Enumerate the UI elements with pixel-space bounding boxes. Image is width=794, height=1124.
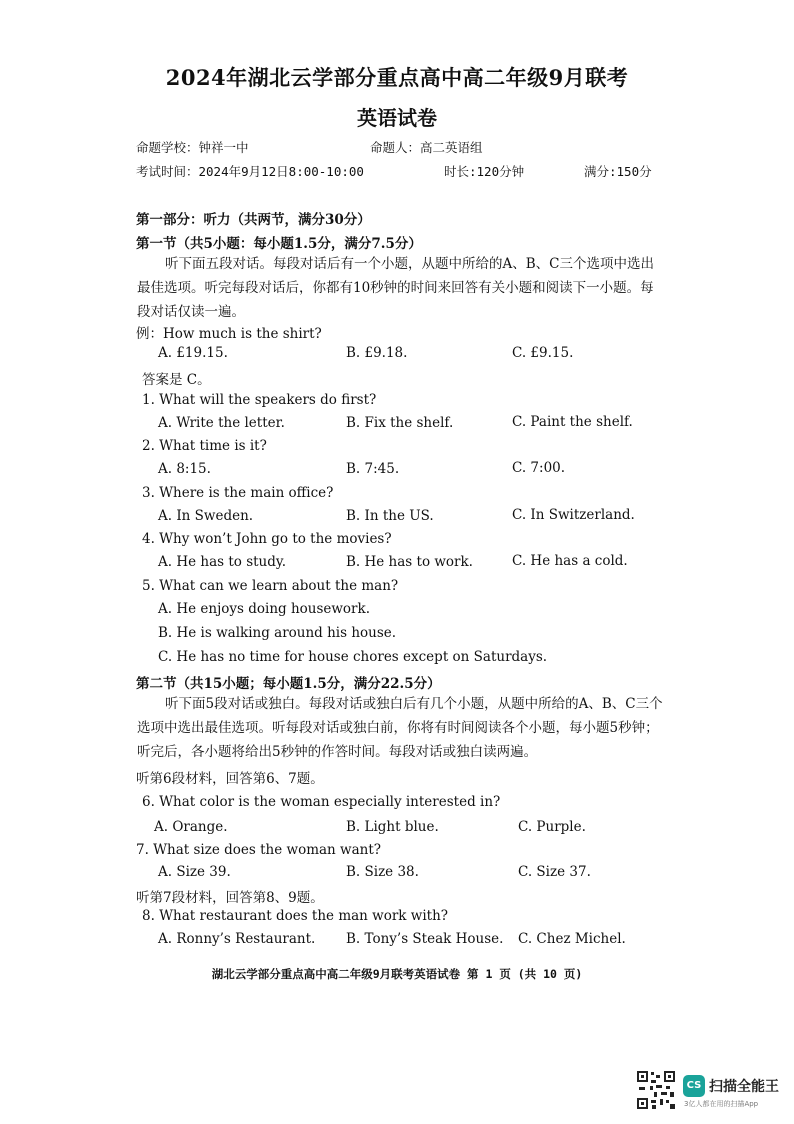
meta-author: 命题人：高二英语组	[370, 140, 483, 155]
scanner-brand-tagline: 3亿人都在用的扫描App	[684, 1100, 759, 1108]
section2-heading: 第二节（共15小题；每小题1.5分，满分22.5分）	[136, 676, 441, 692]
exam-title: 2024年湖北云学部分重点高中高二年级9月联考	[165, 65, 629, 90]
question-1-option-c: C. Paint the shelf.	[512, 414, 633, 430]
meta-time: 考试时间：2024年9月12日8:00-10:00	[136, 164, 364, 179]
question-8-option-a: A. Ronny’s Restaurant.	[158, 931, 316, 947]
question-1-option-b: B. Fix the shelf.	[346, 415, 454, 431]
section1-heading: 第一节（共5小题：每小题1.5分，满分7.5分）	[136, 236, 422, 252]
meta-duration: 时长:120分钟	[444, 164, 525, 179]
question-3-option-a: A. In Sweden.	[158, 508, 254, 524]
question-7-option-a: A. Size 39.	[158, 864, 231, 880]
question-4-option-b: B. He has to work.	[346, 554, 473, 570]
question-5: 5. What can we learn about the man?	[142, 578, 399, 594]
section2-instructions: 听下面5段对话或独白。每段对话或独白后有几个小题，从题中所给的A、B、C三个选项中选出最佳选项。听每段对话或独白前，你将有时间阅读各个小题，每小题5秒钟；听完后，各小题将给出5秒钟的作答时间。每段对话或独白读两遍。	[137, 696, 663, 760]
question-6-option-c: C. Purple.	[518, 819, 586, 835]
question-5-option-c: C. He has no time for house chores except on Saturdays.	[158, 649, 548, 665]
question-1: 1. What will the speakers do first?	[142, 392, 377, 408]
example-question: 例：How much is the shirt?	[136, 326, 322, 342]
question-2-option-b: B. 7:45.	[346, 461, 400, 477]
example-option-b: B. £9.18.	[346, 345, 408, 361]
exam-subtitle: 英语试卷	[357, 106, 437, 130]
question-6: 6. What color is the woman especially interested in?	[142, 794, 501, 810]
page-footer: 湖北云学部分重点高中高二年级9月联考英语试卷 第 1 页 (共 10 页)	[211, 967, 583, 981]
material-7-instruction: 听第7段材料，回答第8、9题。	[136, 890, 324, 906]
part1-heading: 第一部分：听力（共两节，满分30分）	[136, 212, 371, 228]
question-4-option-c: C. He has a cold.	[512, 553, 628, 569]
qr-code-icon	[636, 1070, 676, 1110]
meta-school: 命题学校：钟祥一中	[136, 140, 249, 155]
question-8-option-b: B. Tony’s Steak House.	[346, 931, 504, 947]
question-7: 7. What size does the woman want?	[136, 842, 382, 858]
scanner-brand-name: 扫描全能王	[709, 1079, 779, 1095]
question-5-option-a: A. He enjoys doing housework.	[158, 601, 370, 617]
question-2: 2. What time is it?	[142, 438, 267, 454]
question-2-option-a: A. 8:15.	[158, 461, 211, 477]
question-1-option-a: A. Write the letter.	[158, 415, 285, 431]
question-3-option-c: C. In Switzerland.	[512, 507, 635, 523]
question-4: 4. Why won’t John go to the movies?	[142, 531, 392, 547]
example-option-c: C. £9.15.	[512, 345, 574, 361]
question-5-option-b: B. He is walking around his house.	[158, 625, 397, 641]
question-6-option-b: B. Light blue.	[346, 819, 439, 835]
question-7-option-b: B. Size 38.	[346, 864, 419, 880]
meta-score: 满分:150分	[584, 164, 652, 179]
question-2-option-c: C. 7:00.	[512, 460, 566, 476]
material-6-instruction: 听第6段材料，回答第6、7题。	[136, 771, 324, 787]
example-option-a: A. £19.15.	[158, 345, 228, 361]
question-8: 8. What restaurant does the man work with?	[142, 908, 449, 924]
question-6-option-a: A. Orange.	[154, 819, 228, 835]
question-4-option-a: A. He has to study.	[158, 554, 287, 570]
question-7-option-c: C. Size 37.	[518, 864, 591, 880]
example-answer: 答案是 C。	[142, 372, 211, 388]
question-3-option-b: B. In the US.	[346, 508, 434, 524]
question-3: 3. Where is the main office?	[142, 485, 334, 501]
question-8-option-c: C. Chez Michel.	[518, 931, 626, 947]
section1-instructions: 听下面五段对话。每段对话后有一个小题，从题中所给的A、B、C三个选项中选出最佳选项。听完每段对话后，你都有10秒钟的时间来回答有关小题和阅读下一小题。每段对话仅读一遍。	[137, 256, 654, 320]
camscanner-logo-icon: CS	[683, 1075, 705, 1097]
